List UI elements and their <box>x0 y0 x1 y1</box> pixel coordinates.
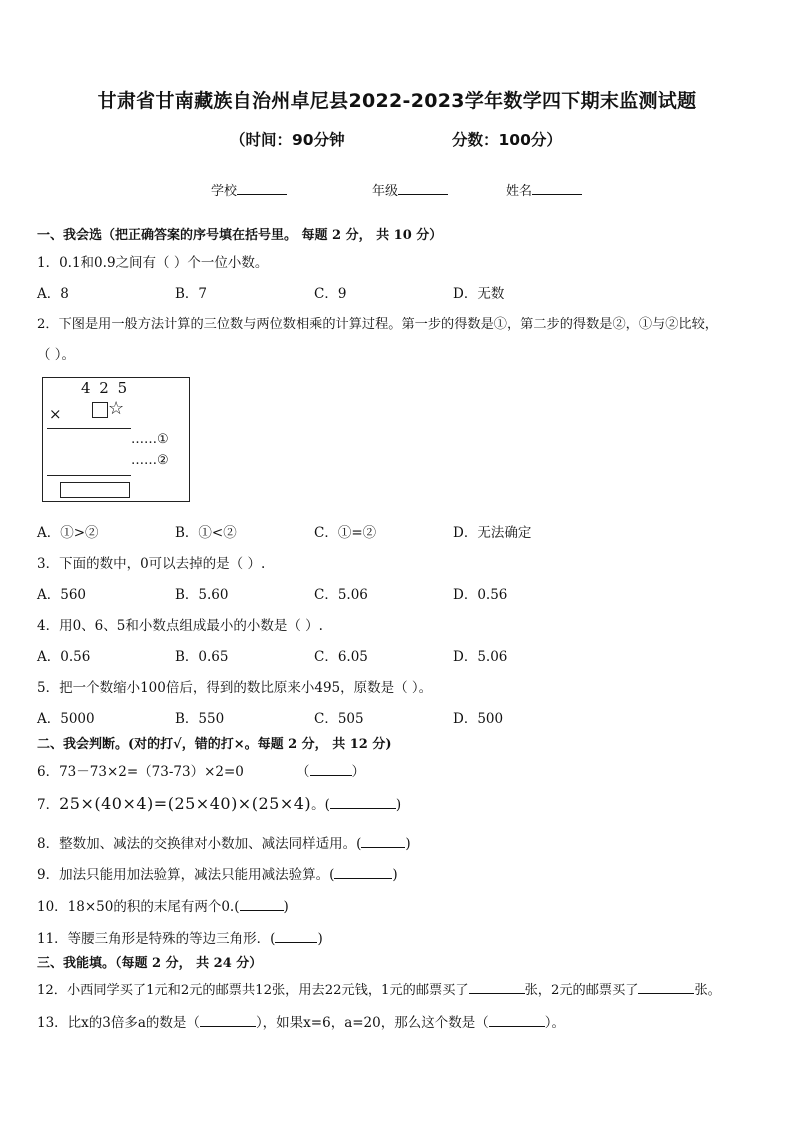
q13-end: ）。 <box>544 1015 565 1031</box>
q4-option-b[interactable]: B．0.65 <box>175 649 229 665</box>
page-title: 甘肃省甘南藏族自治州卓尼县2022-2023学年数学四下期末监测试题 <box>97 90 697 112</box>
q6-paren-open: （ <box>296 764 310 780</box>
q12-mid: 张，2元的邮票买了 <box>524 983 639 998</box>
q3-option-a[interactable]: A．560 <box>37 587 87 603</box>
q10-text: 10．18×50的积的末尾有两个0.( <box>37 899 240 915</box>
question-12 <box>37 979 721 998</box>
square-icon <box>92 402 108 418</box>
q2-option-d[interactable]: D．无法确定 <box>453 525 532 541</box>
q9-text: 9．加法只能用加法验算，减法只能用减法验算。( <box>37 867 335 883</box>
question-9 <box>37 863 398 883</box>
question-8 <box>37 832 411 852</box>
result-box-icon <box>60 482 130 498</box>
q7-answer-blank[interactable] <box>330 796 396 809</box>
question-11 <box>37 927 323 947</box>
question-7 <box>37 793 401 813</box>
q11-text: 11．等腰三角形是特殊的等边三角形．( <box>37 931 276 947</box>
grade-blank[interactable] <box>398 181 448 195</box>
exam-score: 分数：100分） <box>452 131 562 149</box>
question-5: 5．把一个数缩小100倍后，得到的数比原来小495，原数是（ ）。 <box>37 680 433 696</box>
q11-close: ) <box>317 931 323 947</box>
q7-tail: 。( <box>311 797 330 813</box>
question-4: 4．用0、6、5和小数点组成最小的小数是（ ）. <box>37 618 323 634</box>
figure-mark-2: ……② <box>131 453 169 468</box>
question-2-paren: （ ）。 <box>37 347 76 363</box>
section-1-heading: 一、我会选（把正确答案的序号填在括号里。 每题 2 分， 共 10 分） <box>37 228 443 243</box>
q1-option-b[interactable]: B．7 <box>175 286 208 302</box>
q7-close: ) <box>395 797 402 813</box>
q1-option-d[interactable]: D．无数 <box>453 286 505 302</box>
question-2: 2．下图是用一般方法计算的三位数与两位数相乘的计算过程。第一步的得数是①，第二步的得数是②，①与②比较， <box>37 317 718 332</box>
q5-option-b[interactable]: B．550 <box>175 711 225 727</box>
q8-close: ) <box>405 836 411 852</box>
question-10 <box>37 895 289 915</box>
q7-number: 7． <box>37 797 60 813</box>
times-sign: × <box>49 405 62 423</box>
q5-option-a[interactable]: A．5000 <box>37 711 95 727</box>
q1-option-c[interactable]: C．9 <box>314 286 347 302</box>
name-field <box>506 180 582 199</box>
figure-rule-2 <box>47 475 131 476</box>
question-6 <box>37 760 244 780</box>
q6-paren-close: ） <box>351 764 365 780</box>
q3-option-b[interactable]: B．5.60 <box>175 587 229 603</box>
question-6-answer <box>296 760 365 780</box>
q12-end: 张。 <box>694 983 721 998</box>
q8-answer-blank[interactable] <box>361 835 405 848</box>
q8-text: 8．整数加、减法的交换律对小数加、减法同样适用。( <box>37 836 362 852</box>
grade-label: 年级 <box>372 184 399 199</box>
q13-mid: ），如果x=6，a=20，那么这个数是（ <box>255 1015 489 1031</box>
q4-option-c[interactable]: C．6.05 <box>314 649 368 665</box>
q10-close: ) <box>283 899 289 915</box>
figure-digits: 4 2 5 <box>81 379 130 397</box>
multiplication-figure <box>42 377 190 502</box>
q3-option-d[interactable]: D．0.56 <box>453 587 508 603</box>
q12-blank-1[interactable] <box>469 981 525 994</box>
question-1: 1．0.1和0.9之间有（ ）个一位小数。 <box>37 255 269 271</box>
q12-text: 12．小西同学买了1元和2元的邮票共12张，用去22元钱，1元的邮票买了 <box>37 983 469 998</box>
figure-rule-1 <box>47 428 131 429</box>
q7-expression: 25×(40×4)=(25×40)×(25×4) <box>59 794 312 813</box>
q6-answer-blank[interactable] <box>310 763 352 776</box>
q9-answer-blank[interactable] <box>334 866 392 879</box>
q5-option-c[interactable]: C．505 <box>314 711 364 727</box>
q9-close: ) <box>392 867 398 883</box>
exam-time: （时间：90分钟 <box>230 131 345 149</box>
q11-answer-blank[interactable] <box>275 930 317 943</box>
question-13 <box>37 1011 565 1031</box>
q2-option-b[interactable]: B．①<② <box>175 525 237 541</box>
section-2-heading: 二、我会判断。(对的打√，错的打×。每题 2 分， 共 12 分) <box>37 737 392 752</box>
q13-blank-1[interactable] <box>200 1014 256 1027</box>
school-blank[interactable] <box>237 181 287 195</box>
star-icon: ☆ <box>108 398 125 419</box>
q13-text: 13．比x的3倍多a的数是（ <box>37 1015 200 1031</box>
q4-option-d[interactable]: D．5.06 <box>453 649 508 665</box>
question-3: 3．下面的数中，0可以去掉的是（ ）. <box>37 556 266 572</box>
figure-mark-1: ……① <box>131 432 169 447</box>
name-label: 姓名 <box>506 184 533 199</box>
grade-field <box>372 180 448 199</box>
section-3-heading: 三、我能填。（每题 2 分， 共 24 分） <box>37 956 263 971</box>
q2-option-c[interactable]: C．①=② <box>314 525 377 541</box>
name-blank[interactable] <box>532 181 582 195</box>
q5-option-d[interactable]: D．500 <box>453 711 504 727</box>
q12-blank-2[interactable] <box>638 981 694 994</box>
q13-blank-2[interactable] <box>489 1014 545 1027</box>
q2-option-a[interactable]: A．①>② <box>37 525 99 541</box>
question-6-text: 6．73－73×2=（73-73）×2=0 <box>37 764 244 780</box>
q10-answer-blank[interactable] <box>240 898 284 911</box>
school-label: 学校 <box>211 184 238 199</box>
q4-option-a[interactable]: A．0.56 <box>37 649 91 665</box>
school-field <box>211 180 287 199</box>
q1-option-a[interactable]: A．8 <box>37 286 69 302</box>
q3-option-c[interactable]: C．5.06 <box>314 587 368 603</box>
